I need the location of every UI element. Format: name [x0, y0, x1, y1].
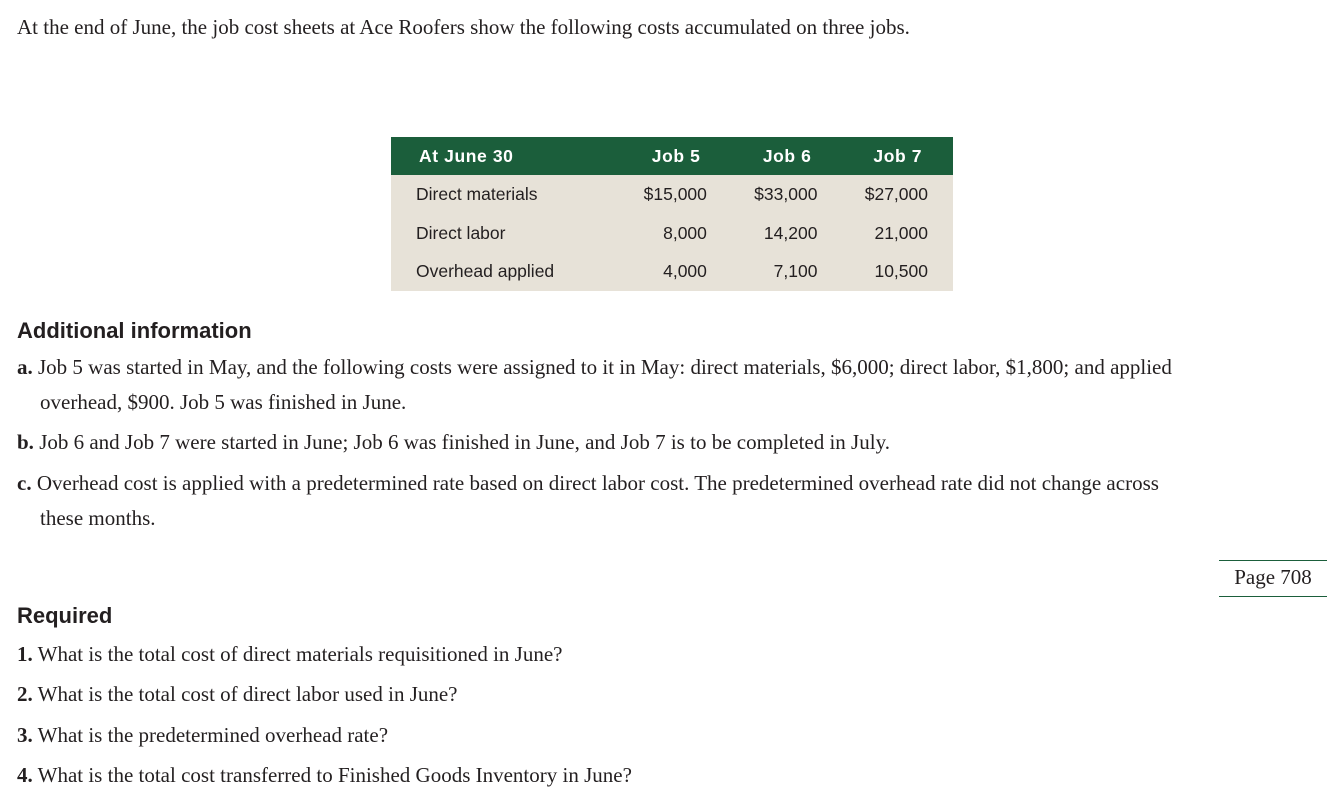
required-item-3	[17, 721, 388, 749]
table-header-label: At June 30	[391, 137, 620, 175]
item-marker: a.	[17, 355, 33, 379]
item-text: Job 5 was started in May, and the following costs were assigned to it in May: direct materials, $6,000; direct labor, $1,800; and applied	[38, 355, 1172, 379]
additional-info-heading: Additional information	[17, 318, 252, 343]
table-row	[391, 214, 953, 253]
additional-item-c	[17, 466, 1307, 536]
table-cell: 4,000	[620, 252, 732, 291]
table-cell: 7,100	[732, 252, 843, 291]
item-marker: 1.	[17, 642, 33, 666]
item-text: What is the predetermined overhead rate?	[37, 723, 389, 747]
item-marker: 2.	[17, 682, 33, 706]
item-text-continued: overhead, $900. Job 5 was finished in June.	[40, 390, 407, 414]
table-header-job-5: Job 5	[620, 137, 732, 175]
required-item-2	[17, 680, 458, 708]
item-text: Job 6 and Job 7 were started in June; Job 6 was finished in June, and Job 7 is to be completed in July.	[39, 430, 890, 454]
item-text-continued: these months.	[40, 506, 156, 530]
item-marker: 4.	[17, 763, 33, 787]
additional-item-a	[17, 350, 1307, 420]
page-number-marker: Page 708	[1219, 560, 1327, 597]
item-marker: b.	[17, 430, 34, 454]
required-item-1	[17, 640, 562, 668]
table-cell: $33,000	[732, 175, 843, 214]
row-label-overhead-applied: Overhead applied	[391, 252, 620, 291]
table-cell: 8,000	[620, 214, 732, 253]
item-marker: c.	[17, 471, 32, 495]
item-text: What is the total cost of direct labor used in June?	[37, 682, 458, 706]
table-header-job-7: Job 7	[842, 137, 953, 175]
table-cell: 21,000	[842, 214, 953, 253]
job-cost-table	[391, 137, 953, 291]
required-item-4	[17, 761, 632, 789]
intro-paragraph: At the end of June, the job cost sheets at Ace Roofers show the following costs accumulated on three jobs.	[17, 15, 910, 39]
required-heading: Required	[17, 603, 113, 628]
item-marker: 3.	[17, 723, 33, 747]
table-cell: 14,200	[732, 214, 843, 253]
item-text: What is the total cost transferred to Finished Goods Inventory in June?	[37, 763, 632, 787]
table-row	[391, 252, 953, 291]
table-cell: $27,000	[842, 175, 953, 214]
table-cell: $15,000	[620, 175, 732, 214]
row-label-direct-labor: Direct labor	[391, 214, 620, 253]
table-header-row	[391, 137, 953, 175]
table-row	[391, 175, 953, 214]
row-label-direct-materials: Direct materials	[391, 175, 620, 214]
item-text: What is the total cost of direct materials requisitioned in June?	[37, 642, 563, 666]
table-header-job-6: Job 6	[732, 137, 843, 175]
table-cell: 10,500	[842, 252, 953, 291]
additional-item-b	[17, 428, 890, 456]
item-text: Overhead cost is applied with a predetermined rate based on direct labor cost. The predetermined overhead rate did not change across	[36, 471, 1159, 495]
